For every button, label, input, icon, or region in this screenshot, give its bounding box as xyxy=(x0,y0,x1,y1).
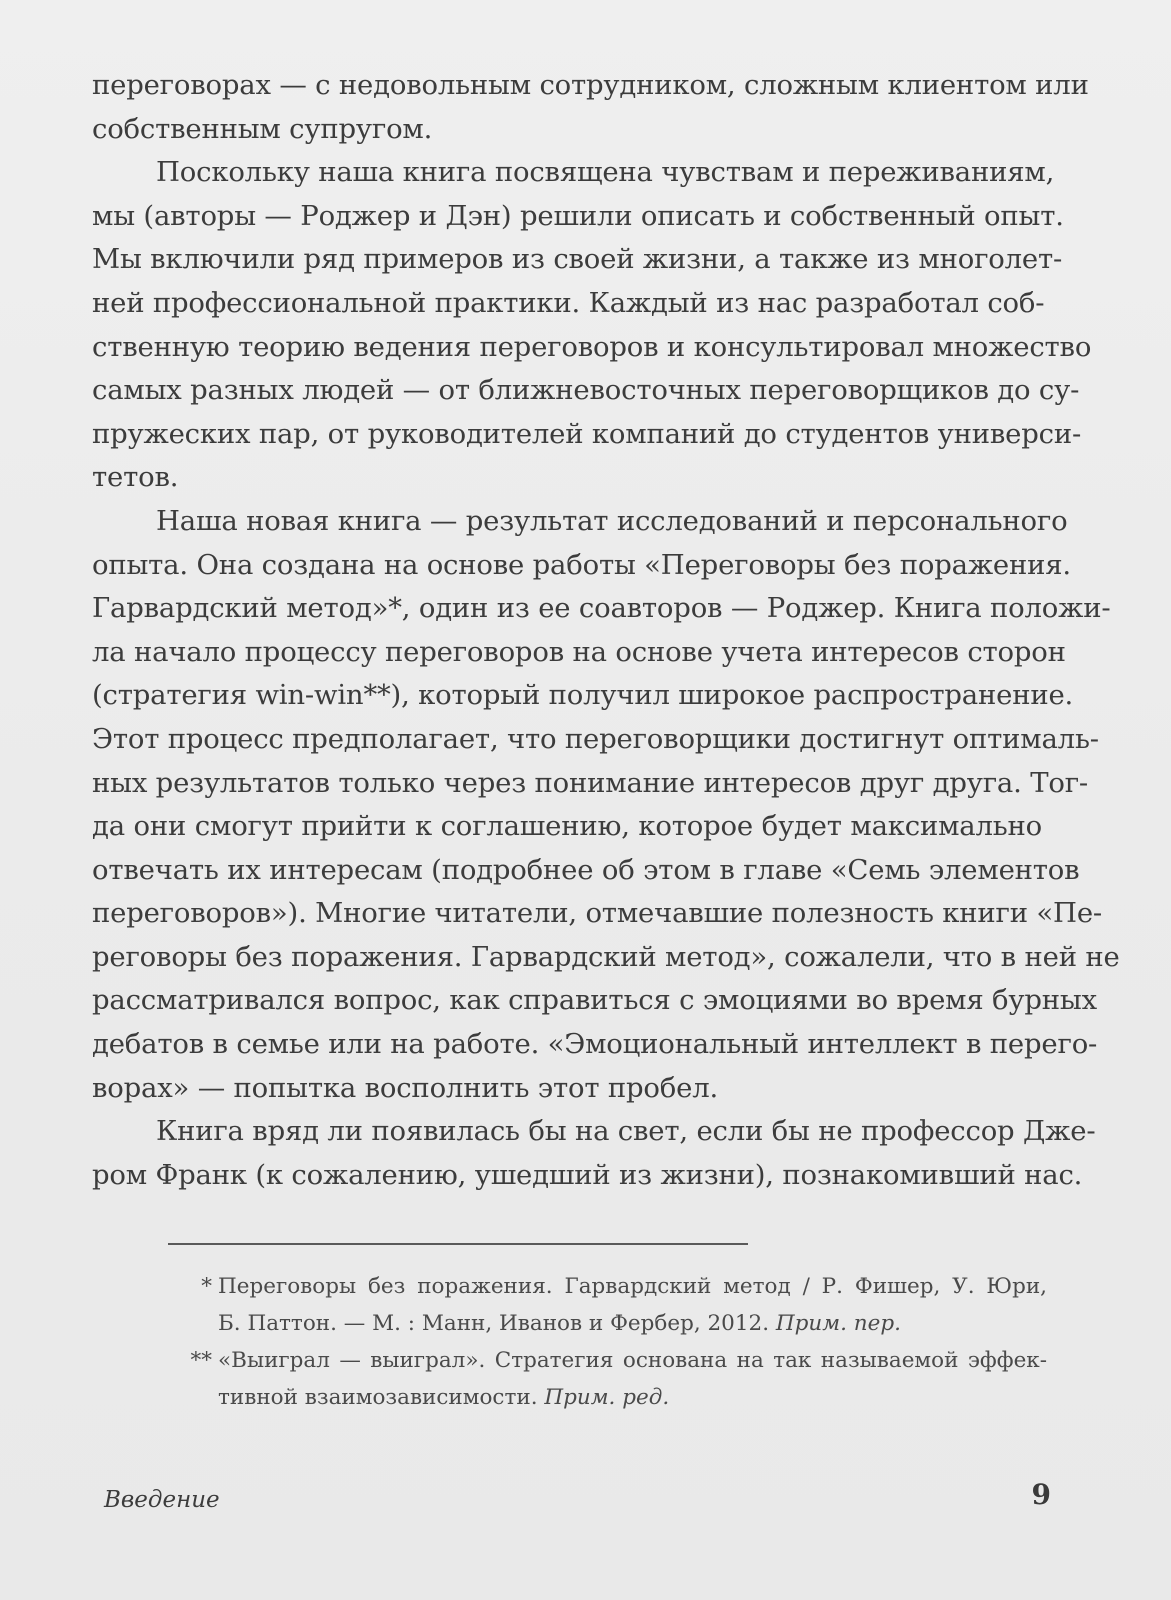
text-line: (стратегия win-win**), который получил широкое распространение. xyxy=(92,679,1074,712)
text-line: Мы включили ряд примеров из своей жизни, а также из многолет- xyxy=(92,243,1063,276)
footnote-line xyxy=(218,1379,1047,1416)
paragraph xyxy=(92,500,1120,1110)
text-line: собственным супругом. xyxy=(92,112,433,145)
text-line: да они смогут прийти к соглашению, которое будет максимально xyxy=(92,810,1042,843)
footnote-line xyxy=(218,1305,1047,1342)
footnote-text: тивной взаимозависимости. xyxy=(218,1385,545,1410)
text-line: Поскольку наша книга посвящена чувствам и переживаниям, xyxy=(156,156,1055,189)
text-line: самых разных людей — от ближневосточных переговорщиков до су- xyxy=(92,374,1080,407)
text-line: пружеских пар, от руководителей компаний до студентов универси- xyxy=(92,417,1082,450)
text-line: дебатов в семье или на работе. «Эмоциональный интеллект в перего- xyxy=(92,1028,1098,1061)
text-line: реговоры без поражения. Гарвардский метод», сожалели, что в ней не xyxy=(92,940,1120,973)
text-line: ственную теорию ведения переговоров и консультировал множество xyxy=(92,330,1092,363)
text-line: опыта. Она создана на основе работы «Переговоры без поражения. xyxy=(92,548,1071,581)
text-line: Этот процесс предполагает, что переговорщики достигнут оптималь- xyxy=(92,722,1099,755)
translator-note: Прим. пер. xyxy=(775,1311,901,1336)
footnote-line: «Выиграл — выиграл». Стратегия основана на так называемой эффек- xyxy=(218,1348,1047,1373)
footnote-line: Переговоры без поражения. Гарвардский метод / Р. Фишер, У. Юри, xyxy=(218,1274,1047,1299)
paragraph xyxy=(92,151,1092,500)
text-line: ных результатов только через понимание интересов друг друга. Тог- xyxy=(92,766,1089,799)
text-line: мы (авторы — Роджер и Дэн) решили описать и собственный опыт. xyxy=(92,199,1064,232)
text-line: Наша новая книга — результат исследований и персонального xyxy=(156,504,1068,537)
body-text xyxy=(92,64,1120,1197)
text-line: ней профессиональной практики. Каждый из нас разработал соб- xyxy=(92,286,1045,319)
text-line: рассматривался вопрос, как справиться с эмоциями во время бурных xyxy=(92,984,1097,1017)
footnote-text: Б. Паттон. — М. : Манн, Иванов и Фербер, 2012. xyxy=(218,1311,776,1336)
footnote-mark: ** xyxy=(190,1348,212,1373)
text-line: ворах» — попытка восполнить этот пробел. xyxy=(92,1071,719,1104)
footnote-separator xyxy=(168,1243,748,1245)
footnote-mark: * xyxy=(201,1274,212,1299)
text-line: отвечать их интересам (подробнее об этом в главе «Семь элементов xyxy=(92,853,1080,886)
paragraph xyxy=(92,1110,1096,1197)
editor-note: Прим. ред. xyxy=(544,1385,670,1410)
footnote xyxy=(182,1268,1047,1342)
text-line: ла начало процессу переговоров на основе учета интересов сторон xyxy=(92,635,1066,668)
running-footer-section-title: Введение xyxy=(104,1487,220,1513)
footnote xyxy=(182,1342,1047,1416)
paragraph xyxy=(92,64,1089,151)
footnotes xyxy=(182,1268,1047,1416)
text-line: Книга вряд ли появилась бы на свет, если бы не профессор Дже- xyxy=(156,1115,1096,1148)
text-line: тетов. xyxy=(92,461,179,494)
text-line: переговорах — с недовольным сотрудником, сложным клиентом или xyxy=(92,69,1089,101)
text-line: переговоров»). Многие читатели, отмечавшие полезность книги «Пе- xyxy=(92,897,1102,930)
text-line: ром Франк (к сожалению, ушедший из жизни), познакомивший нас. xyxy=(92,1158,1083,1191)
page-number: 9 xyxy=(1031,1478,1051,1511)
text-line: Гарвардский метод»*, один из ее соавторов — Роджер. Книга положи- xyxy=(92,592,1111,625)
